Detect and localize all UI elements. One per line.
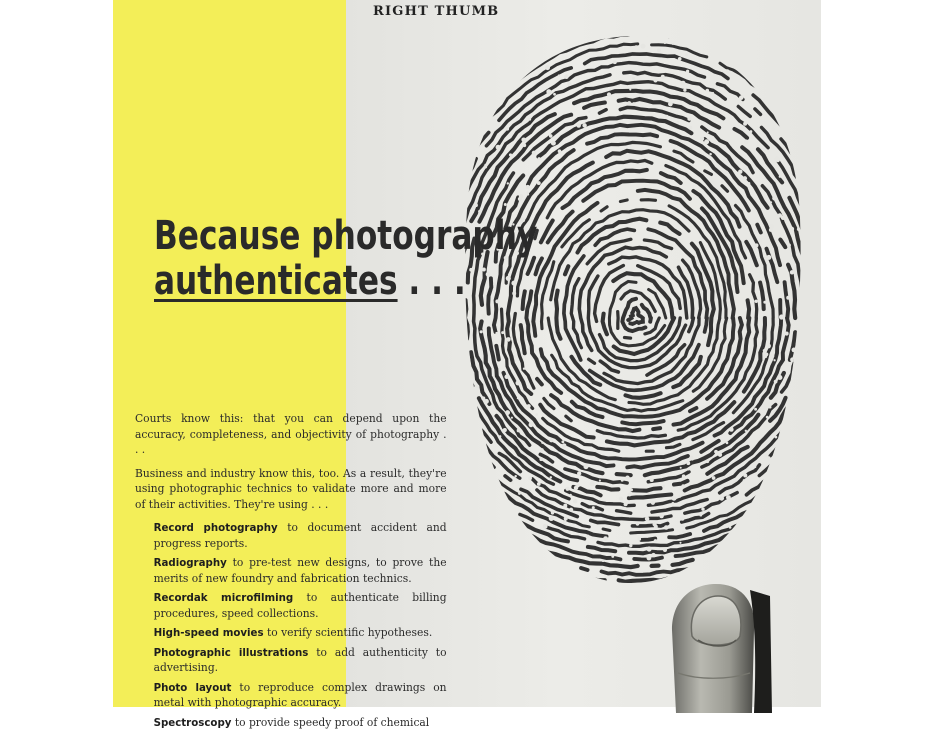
uses-list <box>135 520 447 730</box>
paragraph-courts: Courts know this: that you can depend upon the accuracy, completeness, and objectivity of photography . . . <box>135 411 447 456</box>
headline-underlined-word: authenticates <box>154 257 398 304</box>
list-item <box>154 645 447 676</box>
headline <box>154 214 537 304</box>
list-item-term: High-speed movies <box>153 626 264 639</box>
list-item-term: Recordak microfilming <box>153 591 294 604</box>
caption-right-thumb: RIGHT THUMB <box>373 4 500 19</box>
paragraph-business: Business and industry know this, too. As a result, they're using photographic technics to validate more and more of their activities. They're using . . . <box>135 465 447 511</box>
body-copy <box>135 411 447 734</box>
thumb-svg <box>658 578 773 713</box>
list-item <box>154 590 447 621</box>
list-item <box>154 680 447 711</box>
list-item-text: to add authenticity to advertising. <box>153 644 447 674</box>
list-item-text: to verify scientific hypotheses. <box>263 625 433 639</box>
headline-line-2 <box>154 259 537 304</box>
list-item-text: to authenticate billing procedures, speed collections. <box>153 590 447 620</box>
list-item <box>154 715 447 731</box>
list-item-term: Photo layout <box>153 680 232 694</box>
list-item <box>154 625 447 641</box>
list-item <box>154 520 447 551</box>
fingerprint-svg <box>458 28 808 588</box>
list-item-text: to reproduce complex drawings on metal with photographic accuracy. <box>153 679 447 709</box>
list-item-term: Spectroscopy <box>153 715 232 729</box>
thumb-photo <box>658 578 773 713</box>
advertisement-page <box>113 0 821 729</box>
list-item-text: to pre-test new designs, to prove the merits of new foundry and fabrication technics. <box>153 555 447 585</box>
list-item-term: Radiography <box>153 556 227 569</box>
list-item-text: to provide speedy proof of chemical <box>231 714 430 729</box>
list-item <box>154 555 447 586</box>
list-item-text: to document accident and progress reports. <box>153 520 447 550</box>
list-item-term: Photographic illustrations <box>153 645 309 659</box>
headline-line-1: Because photography <box>154 213 538 259</box>
fingerprint-illustration <box>458 28 808 588</box>
headline-ellipsis: . . . <box>397 257 466 304</box>
list-item-term: Record photography <box>153 521 278 534</box>
